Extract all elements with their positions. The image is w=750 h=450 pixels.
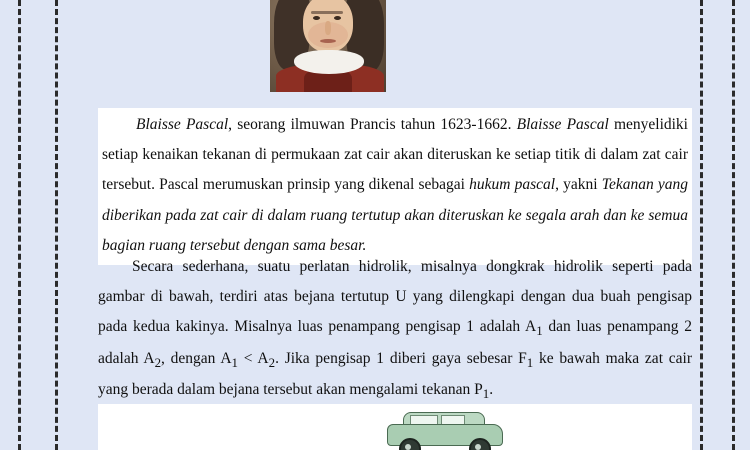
page-border-dashed-left-outer [18,0,21,450]
paragraph-2-run-4: < A [237,349,269,367]
pascal-law-statement: Tekanan yang diberikan pada zat cair di dalam ruang tertutup akan diteruskan ke segala arah dan ke semua bagian ruang tersebut dengan sama besar. [102,176,689,254]
subscript-f1: 1 [526,354,534,370]
page-border-dashed-left-inner [55,0,58,450]
subscript-a2: 2 [154,354,162,370]
document-content [92,0,692,450]
portrait-nose [325,21,331,35]
paragraph-2-run-1: Secara sederhana, suatu perlatan hidrolik, misalnya dongkrak hidrolik seperti pada gambar di bawah, terdiri atas bejana tertutup U yang dilengkapi dengan dua buah pengisap pada kedua kakinya. Misalnya luas penampang pengisap 1 adalah A [98,258,692,336]
paragraph-1 [102,110,688,261]
paragraph-2-run-5: . Jika pengisap 1 diberi gaya sebesar F [275,349,527,367]
paragraph-1-run-2: , seorang ilmuwan Prancis tahun 1623-1662. [228,116,517,133]
subscript-a2-b: 2 [268,354,276,370]
car-hubcap-front [405,444,411,450]
car-image [381,412,507,450]
term-blaise-pascal-1: Blaisse Pascal [136,116,229,133]
portrait-image [270,0,386,92]
paragraph-2 [98,252,692,406]
paragraph-block-hydraulic [98,252,692,406]
portrait-collar [294,50,364,74]
subscript-a1: 1 [536,323,543,339]
paragraph-1-run-4: menyelidiki setiap kenaikan tekanan di permukaan zat cair akan diteruskan ke setiap titik di dalam zat cair tersebut. Pascal merumuskan prinsip yang dikenal sebagai [102,116,688,194]
term-blaise-pascal-2: Blaisse Pascal [516,116,609,133]
portrait-brow [311,11,343,14]
paragraph-2-run-6: ke bawah maka zat cair yang berada dalam bejana tersebut akan mengalami tekanan P [98,349,692,398]
portrait-eye-left [313,16,320,20]
car-hubcap-rear [475,444,481,450]
paragraph-2-run-3: , dengan A [161,349,232,367]
portrait-eye-right [334,16,341,20]
paragraph-1-run-6: , yakni [555,176,602,194]
car-illustration [98,404,692,450]
page-border-dashed-right-inner [700,0,703,450]
blaise-pascal-portrait [270,0,386,92]
paragraph-2-run-7: . [489,381,494,398]
subscript-a1-b: 1 [231,354,238,370]
paragraph-2-run-2: dan luas penampang 2 adalah A [98,318,692,367]
subscript-p1: 1 [482,386,490,402]
portrait-mouth [320,39,336,43]
term-hukum-pascal: hukum pascal [469,176,556,194]
paragraph-block-pascal-law [98,108,692,265]
page-border-dashed-right-outer [732,0,735,450]
